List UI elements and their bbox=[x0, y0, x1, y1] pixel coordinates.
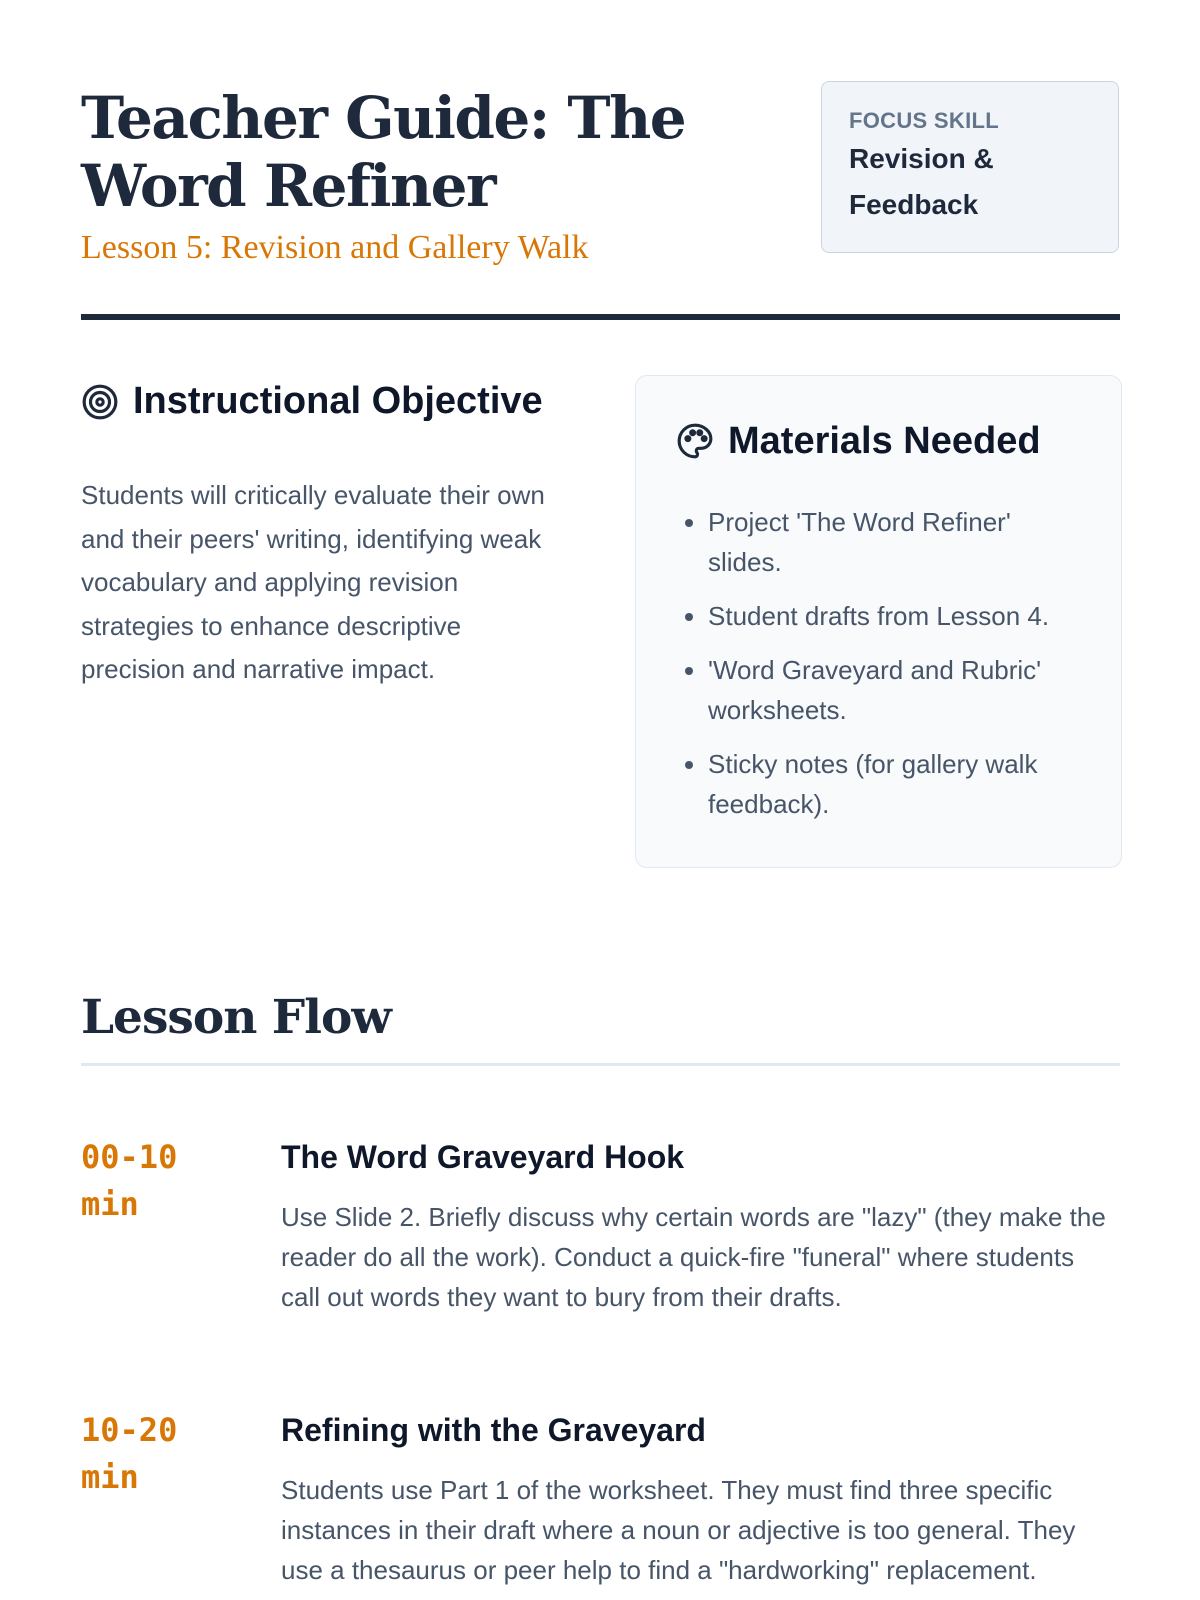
materials-item: • 'Word Graveyard and Rubric' worksheets. bbox=[708, 650, 1081, 730]
page-subtitle: Lesson 5: Revision and Gallery Walk bbox=[81, 229, 589, 266]
lesson-flow-heading: Lesson Flow bbox=[81, 990, 391, 1045]
materials-item: • Student drafts from Lesson 4. bbox=[708, 596, 1081, 636]
page-header bbox=[81, 78, 1120, 318]
materials-header bbox=[676, 416, 1081, 466]
palette-icon bbox=[676, 422, 714, 460]
step-time: 00-10 min bbox=[81, 1138, 178, 1223]
step-body bbox=[281, 1407, 1120, 1590]
objective-header bbox=[81, 375, 551, 428]
page-title: Teacher Guide: The Word Refiner bbox=[81, 84, 686, 220]
target-icon bbox=[81, 383, 119, 421]
step-title: Refining with the Graveyard bbox=[281, 1412, 706, 1448]
materials-item: • Sticky notes (for gallery walk feedback). bbox=[708, 744, 1081, 824]
focus-skill-value: Revision & Feedback bbox=[849, 143, 994, 220]
step-title: The Word Graveyard Hook bbox=[281, 1139, 685, 1175]
materials-list bbox=[676, 502, 1081, 824]
step-description: Students use Part 1 of the worksheet. They must find three specific instances in their draft where a noun or adjective is too general. They use a thesaurus or peer help to find a "hardworking" replacement. bbox=[281, 1475, 1076, 1585]
materials-item: • Project 'The Word Refiner' slides. bbox=[708, 502, 1081, 582]
lesson-flow-divider bbox=[81, 1063, 1120, 1066]
step-description: Use Slide 2. Briefly discuss why certain words are "lazy" (they make the reader do all the work). Conduct a quick-fire "funeral" where students call out words they want to bury from their drafts. bbox=[281, 1202, 1106, 1312]
materials-panel bbox=[635, 375, 1122, 868]
objective-section bbox=[81, 375, 551, 692]
step-time: 10-20 min bbox=[81, 1411, 178, 1496]
focus-skill-card bbox=[821, 81, 1119, 253]
header-divider bbox=[81, 314, 1120, 320]
step-body bbox=[281, 1134, 1120, 1317]
materials-heading: Materials Needed bbox=[728, 420, 1041, 462]
focus-skill-label: FOCUS SKILL bbox=[849, 108, 999, 133]
objective-text: Students will critically evaluate their own and their peers' writing, identifying weak vocabulary and applying revision strategies to enhance descriptive precision and narrative impact. bbox=[81, 480, 545, 684]
objective-heading: Instructional Objective bbox=[133, 380, 543, 422]
